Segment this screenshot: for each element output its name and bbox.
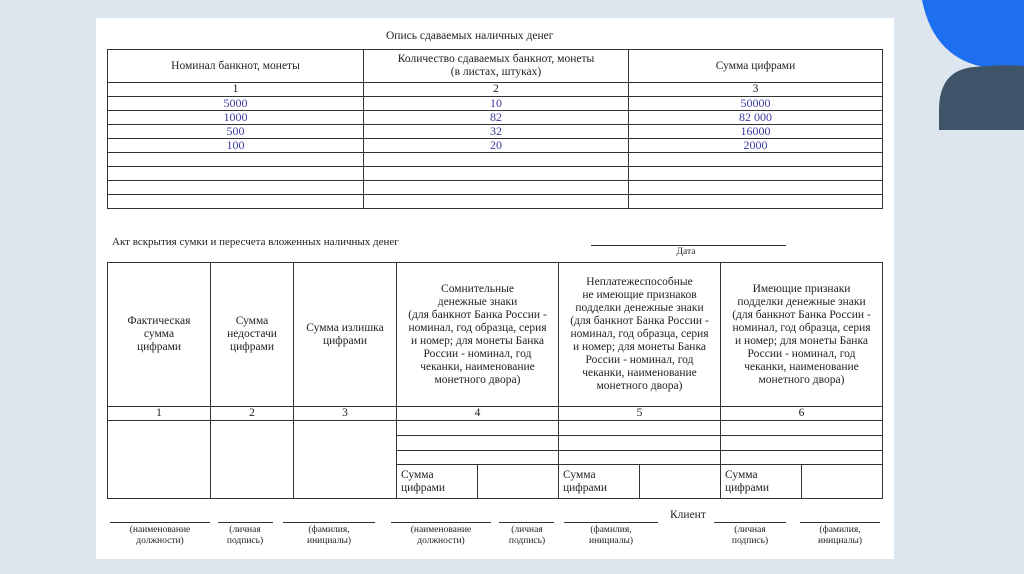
cell-empty — [364, 167, 629, 181]
cell-denomination: 100 — [108, 139, 364, 153]
col-number: 3 — [294, 407, 397, 421]
cell-empty — [559, 421, 721, 436]
cell-empty — [108, 195, 364, 209]
cell-empty — [397, 436, 559, 451]
signature-line — [110, 522, 210, 523]
dark-petal — [939, 65, 1024, 130]
table-row — [108, 167, 883, 181]
cell-empty — [108, 421, 211, 499]
cell-empty — [397, 421, 559, 436]
signature-line — [499, 522, 554, 523]
col-number: 5 — [559, 407, 721, 421]
cell-empty — [721, 436, 883, 451]
cell-empty — [559, 436, 721, 451]
cell-empty — [108, 153, 364, 167]
header-surplus: Сумма излишка цифрами — [294, 263, 397, 407]
cell-empty — [721, 451, 883, 465]
cell-sum: 82 000 — [629, 111, 883, 125]
caption-name: (фамилия, инициалы) — [817, 525, 862, 546]
cell-empty — [364, 153, 629, 167]
table-row — [108, 125, 883, 139]
cell-empty — [211, 421, 294, 499]
caption-name: (фамилия, инициалы) — [588, 525, 633, 546]
col-number: 4 — [397, 407, 559, 421]
header-actual-sum: Фактическая сумма цифрами — [108, 263, 211, 407]
signature-line — [218, 522, 273, 523]
col-number: 3 — [629, 83, 883, 97]
date-label: Дата — [676, 247, 696, 257]
blue-petal — [922, 0, 1024, 70]
col-number: 2 — [211, 407, 294, 421]
cell-quantity: 82 — [364, 111, 629, 125]
cell-empty — [397, 451, 559, 465]
inventory-title: Опись сдаваемых наличных денег — [386, 30, 554, 42]
caption-signature: (личная подпись) — [508, 525, 546, 546]
cell-denomination: 500 — [108, 125, 364, 139]
header-denomination: Номинал банкнот, монеты — [108, 50, 364, 83]
cell-quantity: 32 — [364, 125, 629, 139]
header-insolvent: Неплатежеспособные не имеющие признаков подделки денежные знаки (для банкнот Банка России - номинал, год образца, серия и номер; для монеты Банка России - номинал, год чеканки, наименование монетного двора) — [559, 263, 721, 407]
signature-line — [714, 522, 786, 523]
cell-empty — [629, 181, 883, 195]
cell-empty — [629, 167, 883, 181]
table-row — [108, 195, 883, 209]
col-number: 1 — [108, 83, 364, 97]
cell-empty — [294, 421, 397, 499]
col-number: 6 — [721, 407, 883, 421]
act-table — [107, 262, 883, 499]
cell-sum: 16000 — [629, 125, 883, 139]
cell-quantity: 10 — [364, 97, 629, 111]
sum-value-5 — [640, 465, 721, 499]
cell-denomination: 5000 — [108, 97, 364, 111]
header-sum: Сумма цифрами — [629, 50, 883, 83]
sum-label-4: Сумма цифрами — [397, 465, 478, 499]
cell-empty — [721, 421, 883, 436]
col-number: 2 — [364, 83, 629, 97]
cell-empty — [629, 195, 883, 209]
cell-quantity: 20 — [364, 139, 629, 153]
header-doubtful: Сомнительные денежные знаки (для банкнот Банка России - номинал, год образца, серия и номер; для монеты Банка России - номинал, год чеканки, наименование монетного двора) — [397, 263, 559, 407]
cell-empty — [108, 181, 364, 195]
cell-empty — [108, 167, 364, 181]
decorative-petals — [914, 0, 1024, 140]
cell-empty — [364, 181, 629, 195]
inventory-table — [107, 49, 883, 209]
caption-signature: (личная подпись) — [731, 525, 769, 546]
table-row — [108, 181, 883, 195]
cell-empty — [629, 153, 883, 167]
caption-position: (наименование должности) — [129, 525, 191, 546]
cell-sum: 2000 — [629, 139, 883, 153]
signature-line — [283, 522, 375, 523]
caption-signature: (личная подпись) — [226, 525, 264, 546]
cell-empty — [364, 195, 629, 209]
signature-line — [564, 522, 658, 523]
sum-value-4 — [478, 465, 559, 499]
table-row — [108, 97, 883, 111]
cell-empty — [559, 451, 721, 465]
date-line — [591, 245, 786, 246]
caption-position: (наименование должности) — [410, 525, 472, 546]
signature-line — [391, 522, 491, 523]
header-shortage: Сумма недостачи цифрами — [211, 263, 294, 407]
signature-line — [800, 522, 880, 523]
cell-denomination: 1000 — [108, 111, 364, 125]
header-counterfeit: Имеющие признаки подделки денежные знаки (для банкнот Банка России - номинал, год образца, серия и номер; для монеты Банка России - номинал, год чеканки, наименование монетного двора) — [721, 263, 883, 407]
table-row — [108, 111, 883, 125]
sum-value-6 — [802, 465, 883, 499]
caption-name: (фамилия, инициалы) — [306, 525, 351, 546]
header-quantity: Количество сдаваемых банкнот, монеты (в листах, штуках) — [364, 50, 629, 83]
table-row — [108, 153, 883, 167]
col-number: 1 — [108, 407, 211, 421]
table-row — [108, 139, 883, 153]
sum-label-5: Сумма цифрами — [559, 465, 640, 499]
cell-sum: 50000 — [629, 97, 883, 111]
client-label: Клиент — [670, 509, 706, 521]
act-title: Акт вскрытия сумки и пересчета вложенных наличных денег — [112, 236, 399, 248]
sum-label-6: Сумма цифрами — [721, 465, 802, 499]
document-sheet — [96, 18, 894, 559]
